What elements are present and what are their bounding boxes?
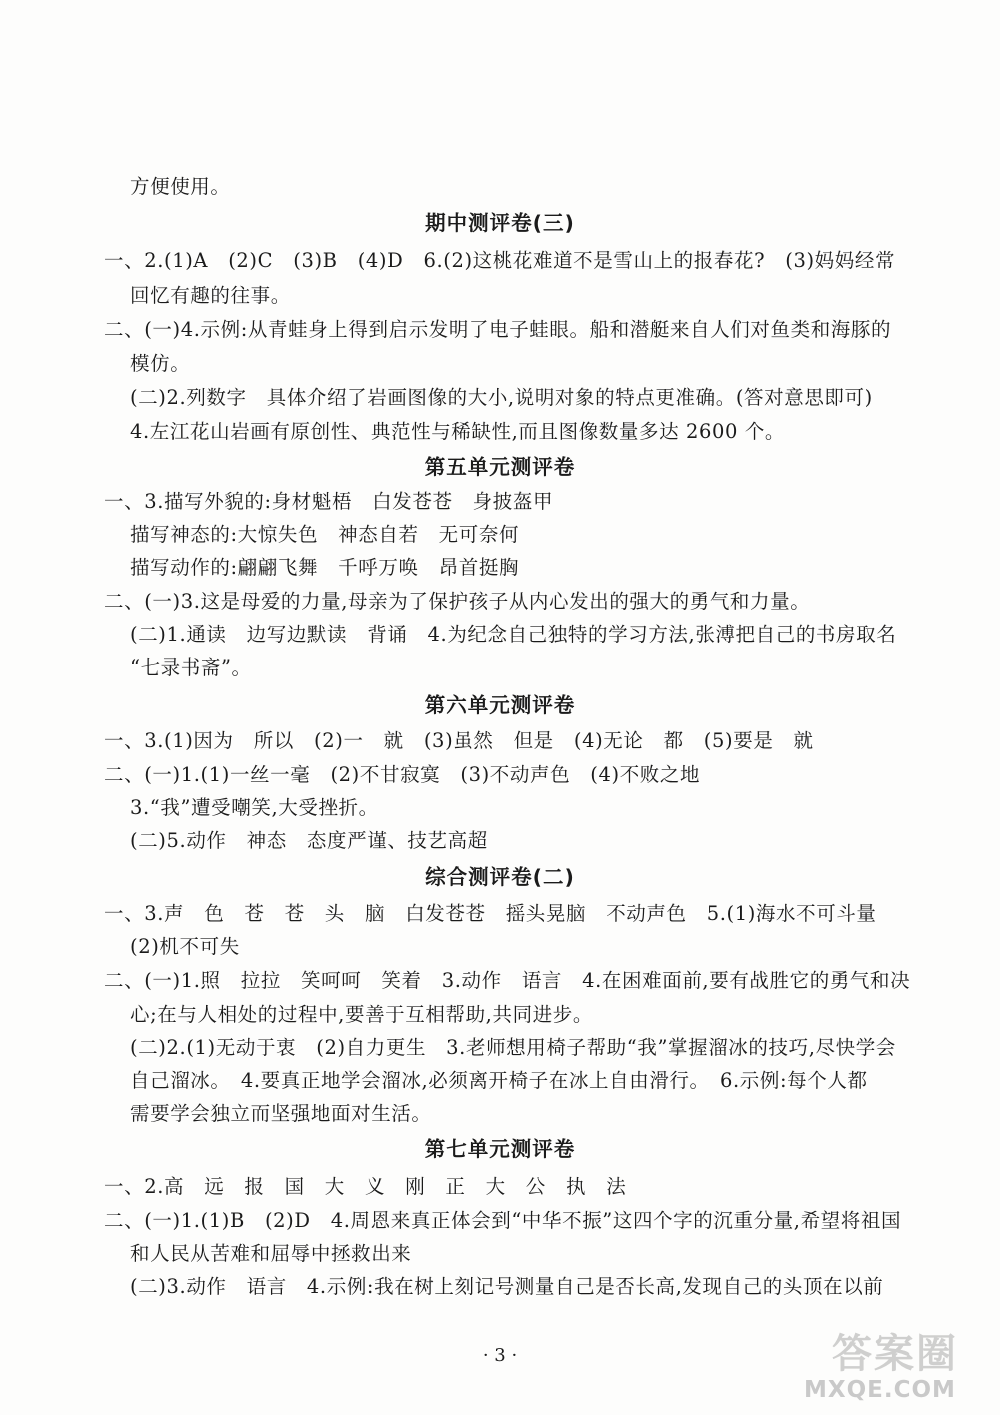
text-line: 描写神态的:大惊失色 神态自若 无可奈何 <box>130 523 520 546</box>
text-line: 一、2.(1)A (2)C (3)B (4)D 6.(2)这桃花难道不是雪山上的报春花? (3)妈妈经常 <box>104 249 896 272</box>
text-line: (二)1.通读 边写边默读 背诵 4.为纪念自己独特的学习方法,张溥把自己的书房取名 <box>130 623 897 646</box>
watermark-logo: 答案圈 <box>832 1331 958 1377</box>
text-line: 一、2.高 远 报 国 大 义 刚 正 大 公 执 法 <box>104 1175 627 1198</box>
text-line: “七录书斋”。 <box>130 656 252 679</box>
text-line: 方便使用。 <box>130 175 231 198</box>
text-line: (二)5.动作 神态 态度严谨、技艺高超 <box>130 829 488 852</box>
section-heading-unit-6: 第六单元测评卷 <box>424 693 576 717</box>
text-line: (二)3.动作 语言 4.示例:我在树上刻记号测量自己是否长高,发现自己的头顶在以前 <box>130 1275 884 1298</box>
text-line: (二)2.列数字 具体介绍了岩画图像的大小,说明对象的特点更准确。(答对意思即可) <box>130 386 873 409</box>
watermark <box>792 1330 982 1406</box>
section-heading-unit-5: 第五单元测评卷 <box>424 455 576 479</box>
text-line: 一、3.描写外貌的:身材魁梧 白发苍苍 身披盔甲 <box>104 490 554 513</box>
text-line: 二、(一)3.这是母爱的力量,母亲为了保护孩子从内心发出的强大的勇气和力量。 <box>104 590 811 613</box>
text-line: 模仿。 <box>130 352 191 375</box>
text-line: (二)2.(1)无动于衷 (2)自力更生 3.老师想用椅子帮助“我”掌握溜冰的技巧,尽快学会 <box>130 1036 896 1059</box>
section-heading-comprehensive-2: 综合测评卷(二) <box>425 865 575 889</box>
text-line: 二、(一)1.照 拉拉 笑呵呵 笑着 3.动作 语言 4.在困难面前,要有战胜它的勇气和决 <box>104 969 911 992</box>
text-line: 二、(一)1.(1)一丝一毫 (2)不甘寂寞 (3)不动声色 (4)不败之地 <box>104 763 701 786</box>
text-line: 需要学会独立而坚强地面对生活。 <box>130 1102 432 1125</box>
page-number: · 3 · <box>482 1345 518 1366</box>
text-line: (2)机不可失 <box>130 935 240 958</box>
text-line: 二、(一)1.(1)B (2)D 4.周恩来真正体会到“中华不振”这四个字的沉重分量,希望将祖国 <box>104 1209 902 1232</box>
text-line: 自己溜冰。 4.要真正地学会溜冰,必须离开椅子在冰上自由滑行。 6.示例:每个人都 <box>130 1069 868 1092</box>
text-line: 一、3.(1)因为 所以 (2)一 就 (3)虽然 但是 (4)无论 都 (5)要是 就 <box>104 729 814 752</box>
text-line: 一、3.声 色 苍 苍 头 脑 白发苍苍 摇头晃脑 不动声色 5.(1)海水不可斗量 <box>104 902 877 925</box>
text-line: 回忆有趣的往事。 <box>130 284 291 307</box>
text-line: 心;在与人相处的过程中,要善于互相帮助,共同进步。 <box>130 1003 593 1026</box>
section-heading-unit-7: 第七单元测评卷 <box>424 1137 576 1161</box>
text-line: 描写动作的:翩翩飞舞 千呼万唤 昂首挺胸 <box>130 556 520 579</box>
text-line: 二、(一)4.示例:从青蛙身上得到启示发明了电子蛙眼。船和潜艇来自人们对鱼类和海豚的 <box>104 318 892 341</box>
section-heading-midterm-3: 期中测评卷(三) <box>425 211 575 235</box>
text-line: 3.“我”遭受嘲笑,大受挫折。 <box>130 796 379 819</box>
text-line: 4.左江花山岩画有原创性、典范性与稀缺性,而且图像数量多达 2600 个。 <box>130 420 786 443</box>
watermark-url: MXQE.COM <box>804 1377 956 1403</box>
text-line: 和人民从苦难和屈辱中拯救出来 <box>130 1242 412 1265</box>
